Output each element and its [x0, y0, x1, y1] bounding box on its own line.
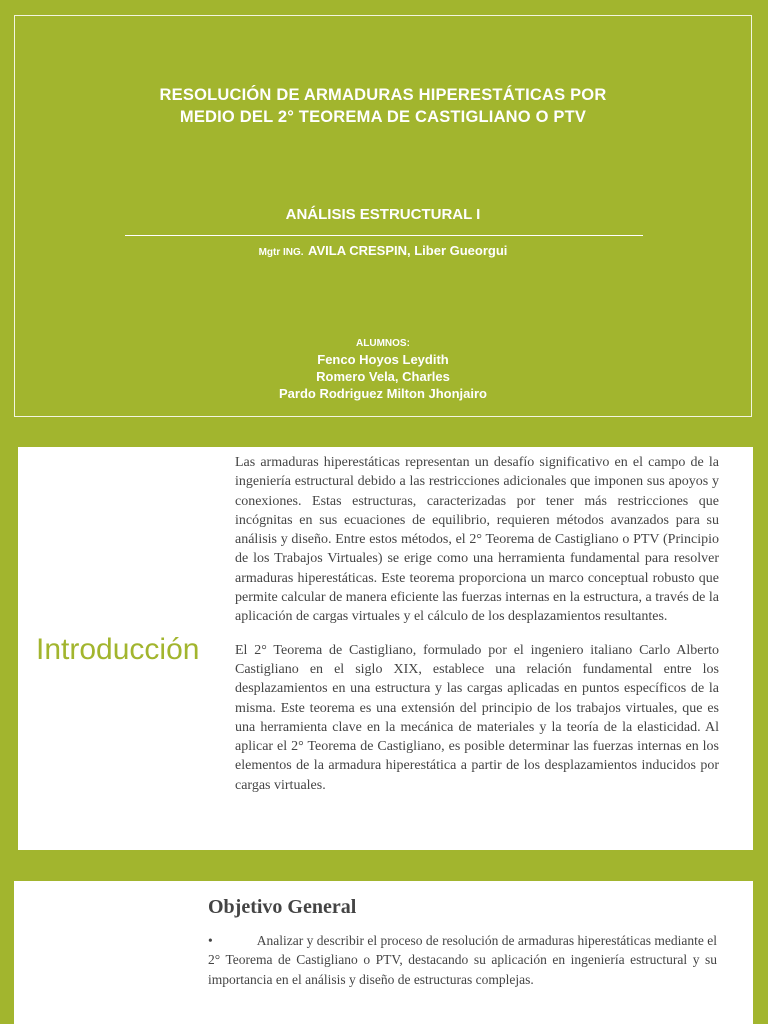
course-name: ANÁLISIS ESTRUCTURAL I: [285, 206, 481, 223]
teacher-name: AVILA CRESPIN, Liber Gueorgui: [308, 243, 508, 258]
bullet-icon: •: [208, 933, 213, 948]
intro-paragraph: El 2° Teorema de Castigliano, formulado por el ingeniero italiano Carlo Alberto Castigliano en el siglo XIX, establece una relación fundamental entre los desplazamientos en una estructura y las cargas aplicadas en puntos específicos de la misma. Este teorema es una extensión del principio de los trabajos virtuales, que es una herramienta clave en la mecánica de materiales y la teoría de la elasticidad. Al aplicar el 2° Teorema de Castigliano, es posible determinar las fuerzas internas en los elementos de la armadura hiperestática a partir de los desplazamientos inducidos por cargas virtuales.: [235, 642, 719, 793]
students: [15, 338, 751, 402]
introduction-slide: [14, 447, 753, 850]
cover-slide: [14, 15, 752, 417]
student-name: Romero Vela, Charles: [316, 369, 450, 384]
teacher: [15, 242, 751, 260]
objective-body: Analizar y describir el proceso de resolución de armaduras hiperestáticas mediante el 2° Teorema de Castigliano o PTV, destacando su aplicación en ingeniería estructural y su importancia en el análisis y diseño de estructuras complejas.: [208, 933, 717, 987]
intro-title: Introducción: [36, 633, 200, 666]
objective-slide: [14, 881, 753, 1024]
students-label: ALUMNOS:: [356, 338, 410, 349]
divider: [125, 235, 643, 236]
objective-text: [208, 931, 717, 989]
objective-title: Objetivo General: [208, 896, 357, 918]
teacher-prefix: Mgtr ING.: [258, 247, 304, 258]
cover-title: RESOLUCIÓN DE ARMADURAS HIPERESTÁTICAS POR MEDIO DEL 2° TEOREMA DE CASTIGLIANO O PTV: [159, 86, 607, 126]
student-name: Fenco Hoyos Leydith: [317, 352, 449, 367]
intro-text: [235, 453, 719, 809]
intro-paragraph: Las armaduras hiperestáticas representan un desafío significativo en el campo de la ingeniería estructural debido a las restricciones adicionales que imponen sus apoyos y conexiones. Estas estructuras, caracterizadas por tener más restricciones que incógnitas en sus ecuaciones de equilibrio, requieren métodos avanzados para su análisis y diseño. Entre estos métodos, el 2° Teorema de Castigliano o PTV (Principio de los Trabajos Virtuales) se erige como una herramienta fundamental para resolver armaduras hiperestáticas. Este teorema proporciona un marco conceptual robusto que permite calcular de manera eficiente las fuerzas internas en la estructura, a través de la aplicación de cargas virtuales y el cálculo de los desplazamientos resultantes.: [235, 455, 719, 625]
student-name: Pardo Rodriguez Milton Jhonjairo: [279, 386, 487, 401]
